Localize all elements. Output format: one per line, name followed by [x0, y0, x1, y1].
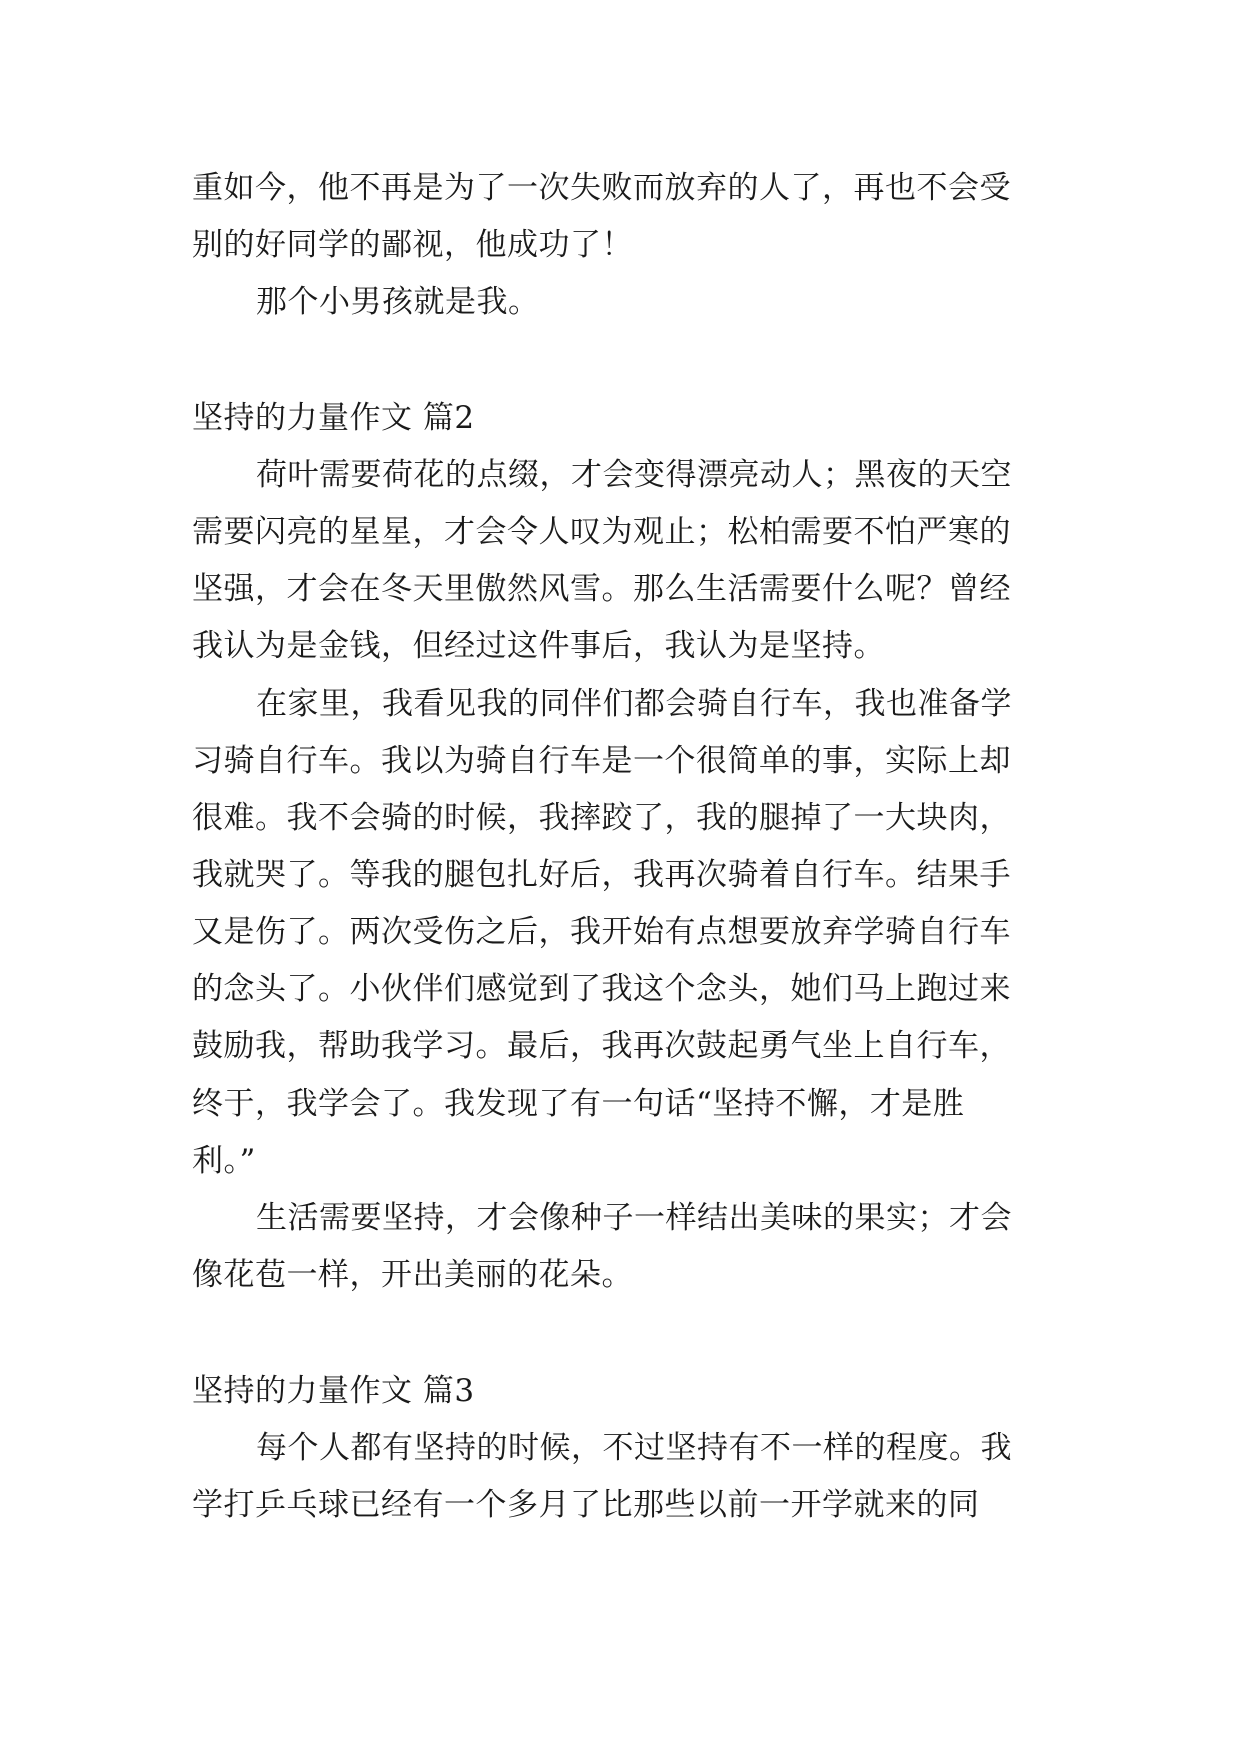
- paragraph-line: 生活需要坚持，才会像种子一样结出美味的果实；才会: [256, 1200, 1012, 1236]
- paragraph-line: 终于，我学会了。我发现了有一句话“坚持不懈，才是胜: [192, 1086, 965, 1122]
- paragraph-line: 重如今，他不再是为了一次失败而放弃的人了，再也不会受: [192, 170, 1011, 206]
- paragraph-line: 像花苞一样，开出美丽的花朵。: [192, 1257, 633, 1293]
- paragraph-line: 别的好同学的鄙视，他成功了！: [192, 227, 633, 263]
- paragraph-line: 很难。我不会骑的时候，我摔跤了，我的腿掉了一大块肉，: [192, 800, 1011, 836]
- paragraph-line: 利。”: [192, 1143, 256, 1179]
- paragraph-line: 那个小男孩就是我。: [256, 284, 540, 320]
- paragraph-line: 每个人都有坚持的时候，不过坚持有不一样的程度。我: [256, 1430, 1012, 1466]
- paragraph-line: 需要闪亮的星星，才会令人叹为观止；松柏需要不怕严寒的: [192, 514, 1011, 550]
- section-heading: 坚持的力量作文 篇2: [192, 400, 475, 436]
- paragraph-line: 我认为是金钱，但经过这件事后，我认为是坚持。: [192, 628, 885, 664]
- paragraph-line: 我就哭了。等我的腿包扎好后，我再次骑着自行车。结果手: [192, 857, 1011, 893]
- paragraph-line: 鼓励我，帮助我学习。最后，我再次鼓起勇气坐上自行车，: [192, 1028, 1011, 1064]
- paragraph-line: 习骑自行车。我以为骑自行车是一个很简单的事，实际上却: [192, 743, 1011, 779]
- paragraph-line: 在家里，我看见我的同伴们都会骑自行车，我也准备学: [256, 686, 1012, 722]
- paragraph-line: 的念头了。小伙伴们感觉到了我这个念头，她们马上跑过来: [192, 971, 1011, 1007]
- paragraph-line: 荷叶需要荷花的点缀，才会变得漂亮动人；黑夜的天空: [256, 457, 1012, 493]
- paragraph-line: 学打乒乓球已经有一个多月了比那些以前一开学就来的同: [192, 1487, 980, 1523]
- paragraph-line: 坚强，才会在冬天里傲然风雪。那么生活需要什么呢？曾经: [192, 571, 1011, 607]
- paragraph-line: 又是伤了。两次受伤之后，我开始有点想要放弃学骑自行车: [192, 914, 1011, 950]
- section-heading: 坚持的力量作文 篇3: [192, 1373, 475, 1409]
